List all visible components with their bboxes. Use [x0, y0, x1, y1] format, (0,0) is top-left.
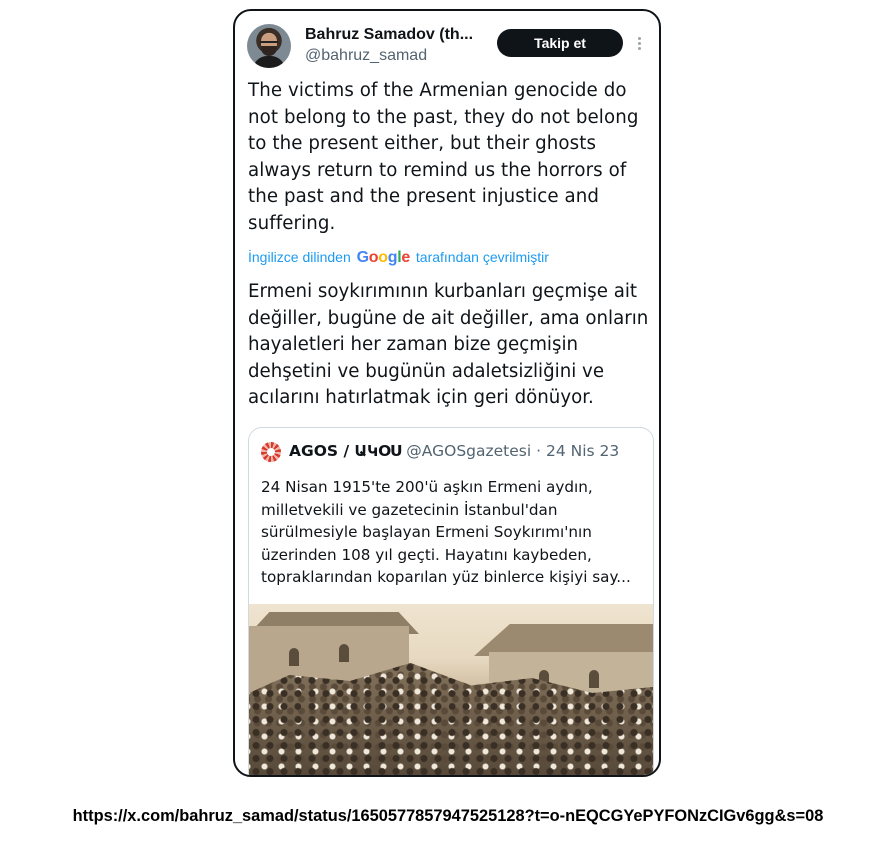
quoted-text-line: topraklarından koparılan yüz binlerce kişiyi say... [261, 568, 631, 587]
follow-button[interactable]: Takip et [497, 29, 623, 57]
quoted-tweet[interactable] [248, 427, 654, 777]
quoted-date: 24 Nis 23 [545, 442, 620, 460]
quoted-text [261, 476, 646, 589]
avatar-glasses [260, 41, 278, 47]
avatar-shoulders [253, 56, 285, 68]
tweet-text: The victims of the Armenian genocide do not belong to the past, they do not belong to the present either, but their ghosts always return to remind us the horrors of the past and the present injustice and suffering. [248, 80, 639, 234]
tweet-card [233, 9, 661, 777]
translation-attribution[interactable] [248, 249, 549, 267]
avatar[interactable] [247, 24, 291, 68]
historical-photo[interactable] [249, 604, 653, 777]
quoted-text-line: milletvekili ve gazetecinin İstanbul'dan [261, 500, 558, 519]
translation-prefix: İngilizce dilinden [248, 249, 351, 265]
avatar-beard [261, 46, 277, 56]
quoted-author-name: AGOS / ԱԿՕՍ [289, 442, 402, 460]
translated-text: Ermeni soykırımının kurbanları geçmişe ait değiller, bugüne de ait değiller, ama onların hayaletleri her zaman bize geçmişin dehşetini ve bugünün adaletsizliğini ve acılarını hatırlatmak için geri dönüyor. [248, 281, 649, 409]
quoted-text-line: üzerinden 108 yıl geçti. Hayatını kaybeden, [261, 545, 592, 564]
quoted-text-line: sürülmesiyle başlayan Ermeni Soykırımı'nın [261, 523, 592, 542]
translation-suffix: tarafından çevrilmiştir [415, 249, 549, 265]
photo-window [339, 644, 349, 662]
photo-window [289, 648, 299, 666]
quoted-author-handle: @AGOSgazetesi [406, 442, 532, 460]
more-dots-icon[interactable] [633, 35, 645, 53]
google-logo-icon: Google [356, 249, 410, 266]
photo-window [589, 670, 599, 688]
quoted-separator: · [536, 442, 542, 460]
agos-logo-icon [261, 442, 281, 462]
quoted-text-line: 24 Nisan 1915'te 200'ü aşkın Ermeni aydın, [261, 478, 593, 496]
author-name[interactable]: Bahruz Samadov (th... [305, 26, 474, 43]
author-handle[interactable]: @bahruz_samad [305, 47, 428, 64]
quoted-header [289, 442, 619, 460]
page-url: https://x.com/bahruz_samad/status/1650577857947525128?t=o-nEQCGYePYFONzCIGv6gg&s=08 [72, 807, 824, 825]
